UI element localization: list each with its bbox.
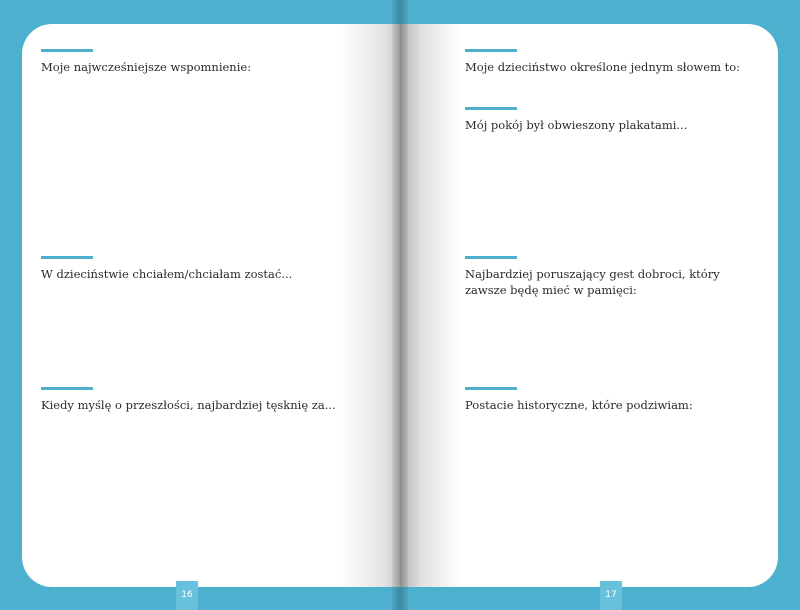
right-page: [400, 24, 778, 587]
accent-rule: [465, 49, 517, 52]
page-number-right: [600, 581, 622, 610]
prompt-text: Najbardziej poruszający gest dobroci, który zawsze będę mieć w pamięci:: [465, 267, 720, 297]
prompt-earliest-memory: [41, 49, 361, 75]
prompt-room-posters: [465, 107, 760, 133]
accent-rule: [41, 49, 93, 52]
prompt-historical-figures: [465, 387, 760, 413]
prompt-text: Moje dzieciństwo określone jednym słowem to:: [465, 60, 741, 74]
gutter-shadow: [392, 0, 408, 610]
prompt-childhood-dream-job: [41, 256, 361, 282]
page-number-left-text: 16: [181, 590, 193, 600]
accent-rule: [465, 107, 517, 110]
accent-rule: [465, 256, 517, 259]
accent-rule: [41, 387, 93, 390]
accent-rule: [465, 387, 517, 390]
prompt-childhood-one-word: [465, 49, 760, 75]
accent-rule: [41, 256, 93, 259]
prompt-text: Moje najwcześniejsze wspomnienie:: [41, 60, 252, 74]
prompt-longing-for-past: [41, 387, 361, 413]
prompt-text: Kiedy myślę o przeszłości, najbardziej tęsknię za...: [41, 398, 336, 412]
prompt-text: W dzieciństwie chciałem/chciałam zostać...: [41, 267, 293, 281]
prompt-text: Mój pokój był obwieszony plakatami...: [465, 118, 688, 132]
prompt-kindness-gesture: [465, 256, 760, 298]
page-number-right-text: 17: [605, 590, 617, 600]
prompt-text: Postacie historyczne, które podziwiam:: [465, 398, 693, 412]
left-page: [22, 24, 400, 587]
page-number-left: [176, 581, 198, 610]
